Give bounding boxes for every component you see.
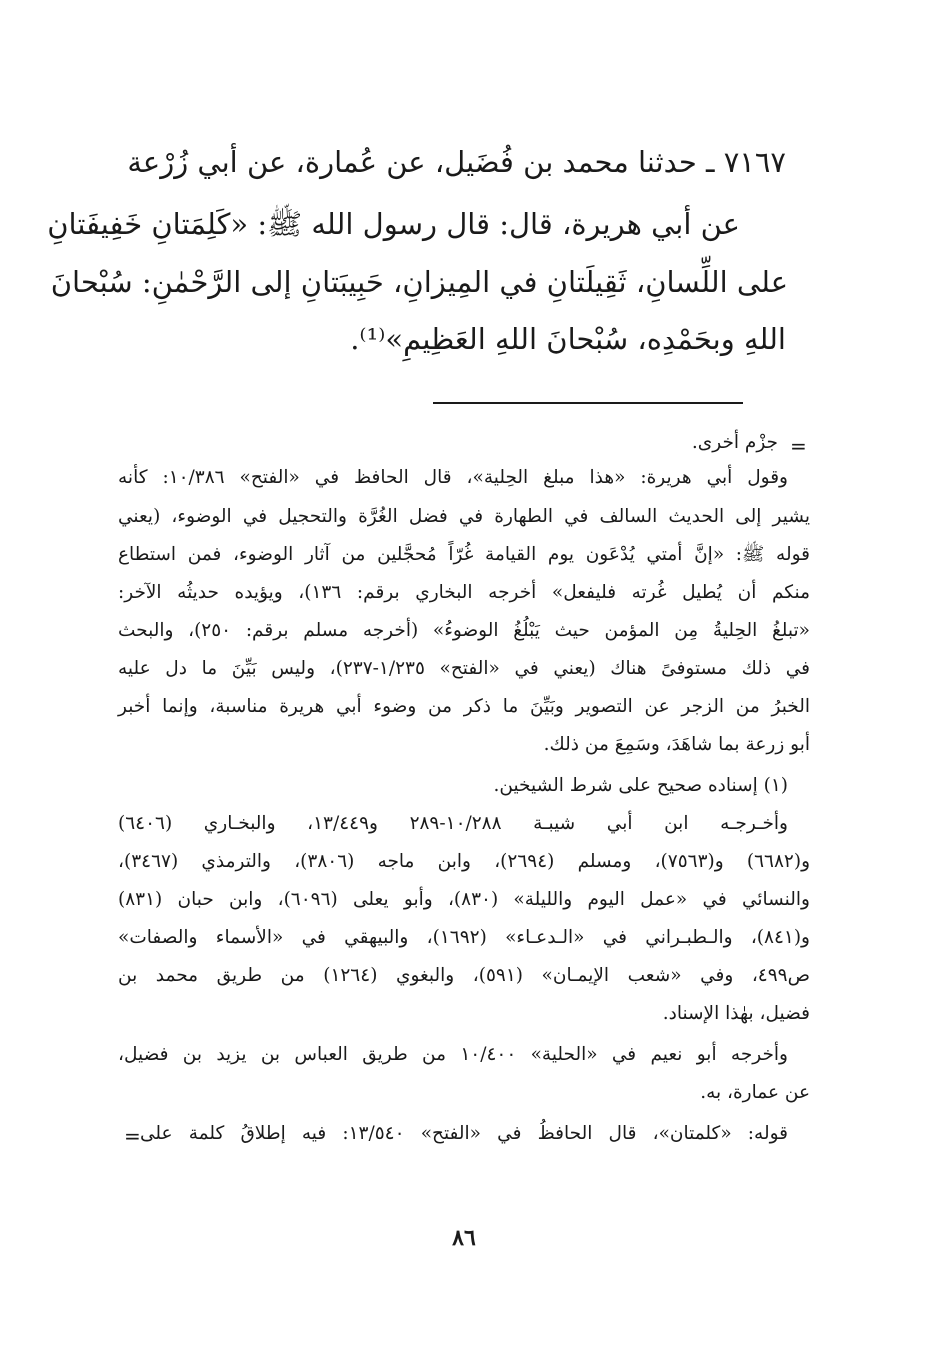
footnote-line: و(٨٤١)، والـطبـراني في «الـدعـاء» (١٦٩٢)، والبيهقي في «الأسماء والصفات» xyxy=(118,927,810,948)
hadith-line-3: على اللِّسانِ، ثَقِيلَتانِ في المِيزانِ، حَبِيبَتانِ إلى الرَّحْمٰنِ: سُبْحانَ xyxy=(50,265,788,299)
footnote-line: والنسائي في «عمل اليوم والليلة» (٨٣٠)، وأبو يعلى (٦٠٩٦)، وابن حبان (٨٣١) xyxy=(118,889,810,910)
hadith-line-1: ٧١٦٧ ـ حدثنا محمد بن فُضَيل، عن عُمارة، عن أبي زُرْعة xyxy=(127,145,786,179)
hadith-line-4: اللهِ وبحَمْدِه، سُبْحانَ اللهِ العَظِيمِ»⁽¹⁾. xyxy=(350,322,786,356)
footnote-line: قوله: «كلمتان»، قال الحافظُ في «الفتح» ١٣/٥٤٠: فيه إطلاقُ كلمة على xyxy=(140,1123,788,1144)
footnote-line: الخبرُ من الزجر عن التصوير وبَيِّنَ ما ذكر من وضوء أبي هريرة مناسبة، وإنما أخبر xyxy=(118,696,810,717)
footnote-line: عن عمارة، به. xyxy=(700,1082,810,1103)
footnote-line: فضيل، بهٰذا الإسناد. xyxy=(662,1003,810,1024)
footnote-line: منكم أن يُطيل غُرته فليفعل» أخرجه البخاري برقم: ١٣٦)، ويؤيده حديثُه الآخر: xyxy=(118,582,810,603)
footnote-1-heading: (١) إسناده صحيح على شرط الشيخين. xyxy=(493,775,788,796)
footnote-line: وقول أبي هريرة: «هذا مبلغ الحِلية»، قال الحافظ في «الفتح» ١٠/٣٨٦: كأنه xyxy=(118,467,788,488)
footnote-line: و(٦٦٨٢) و(٧٥٦٣)، ومسلم (٢٦٩٤)، وابن ماجه (٣٨٠٦)، والترمذي (٣٤٦٧)، xyxy=(118,851,811,872)
footnote-line: «تبلغُ الحِليةُ مِن المؤمن حيث يَبْلُغُ الوضوءُ» (أخرجه مسلم برقم: ٢٥٠)، والبحث xyxy=(118,620,810,641)
hadith-line-2: عن أبي هريرة، قال: قال رسول الله ﷺ: «كَلِمَتانِ خَفِيفَتانِ xyxy=(47,207,740,241)
footnote-line: في ذلك مستوفىً هناك (يعني في «الفتح» ١/٢٣٥-٢٣٧)، وليس بَيِّنَ ما دل عليه xyxy=(118,658,810,679)
footnote-line: يشير إلى الحديث السالف في الطهارة في فضل الغُرَّة والتحجيل في الوضوء، (يعني xyxy=(118,506,810,527)
page-number: ٨٦ xyxy=(452,1225,476,1251)
footnote-line: وأخـرجـه ابن أبي شيبـة ١٠/٢٨٨-٢٨٩ و١٣/٤٤٩، والبخـاري (٦٤٠٦) xyxy=(118,813,788,834)
footnote-line: جزْم أخرى. xyxy=(691,432,778,453)
footnote-separator xyxy=(433,402,743,404)
footnote-line: قوله ﷺ: «إنَّ أمتي يُدْعَون يوم القيامة غُرّاً مُحجَّلين من آثار الوضوء، فمن استطاع xyxy=(118,544,810,565)
footnote-line: ص٤٩٩، وفي «شعب الإيمـان» (٥٩١)، والبغوي (١٢٦٤) من طريق محمد بن xyxy=(118,965,810,986)
continuation-mark-end: = xyxy=(124,1124,141,1148)
footnote-line: وأخرجه أبو نعيم في «الحلية» ١٠/٤٠٠ من طريق العباس بن يزيد بن فضيل، xyxy=(118,1044,788,1065)
footnote-line: أبو زرعة بما شاهَدَ، وسَمِعَ من ذلك. xyxy=(543,734,810,755)
continuation-mark-start: = xyxy=(790,434,807,458)
